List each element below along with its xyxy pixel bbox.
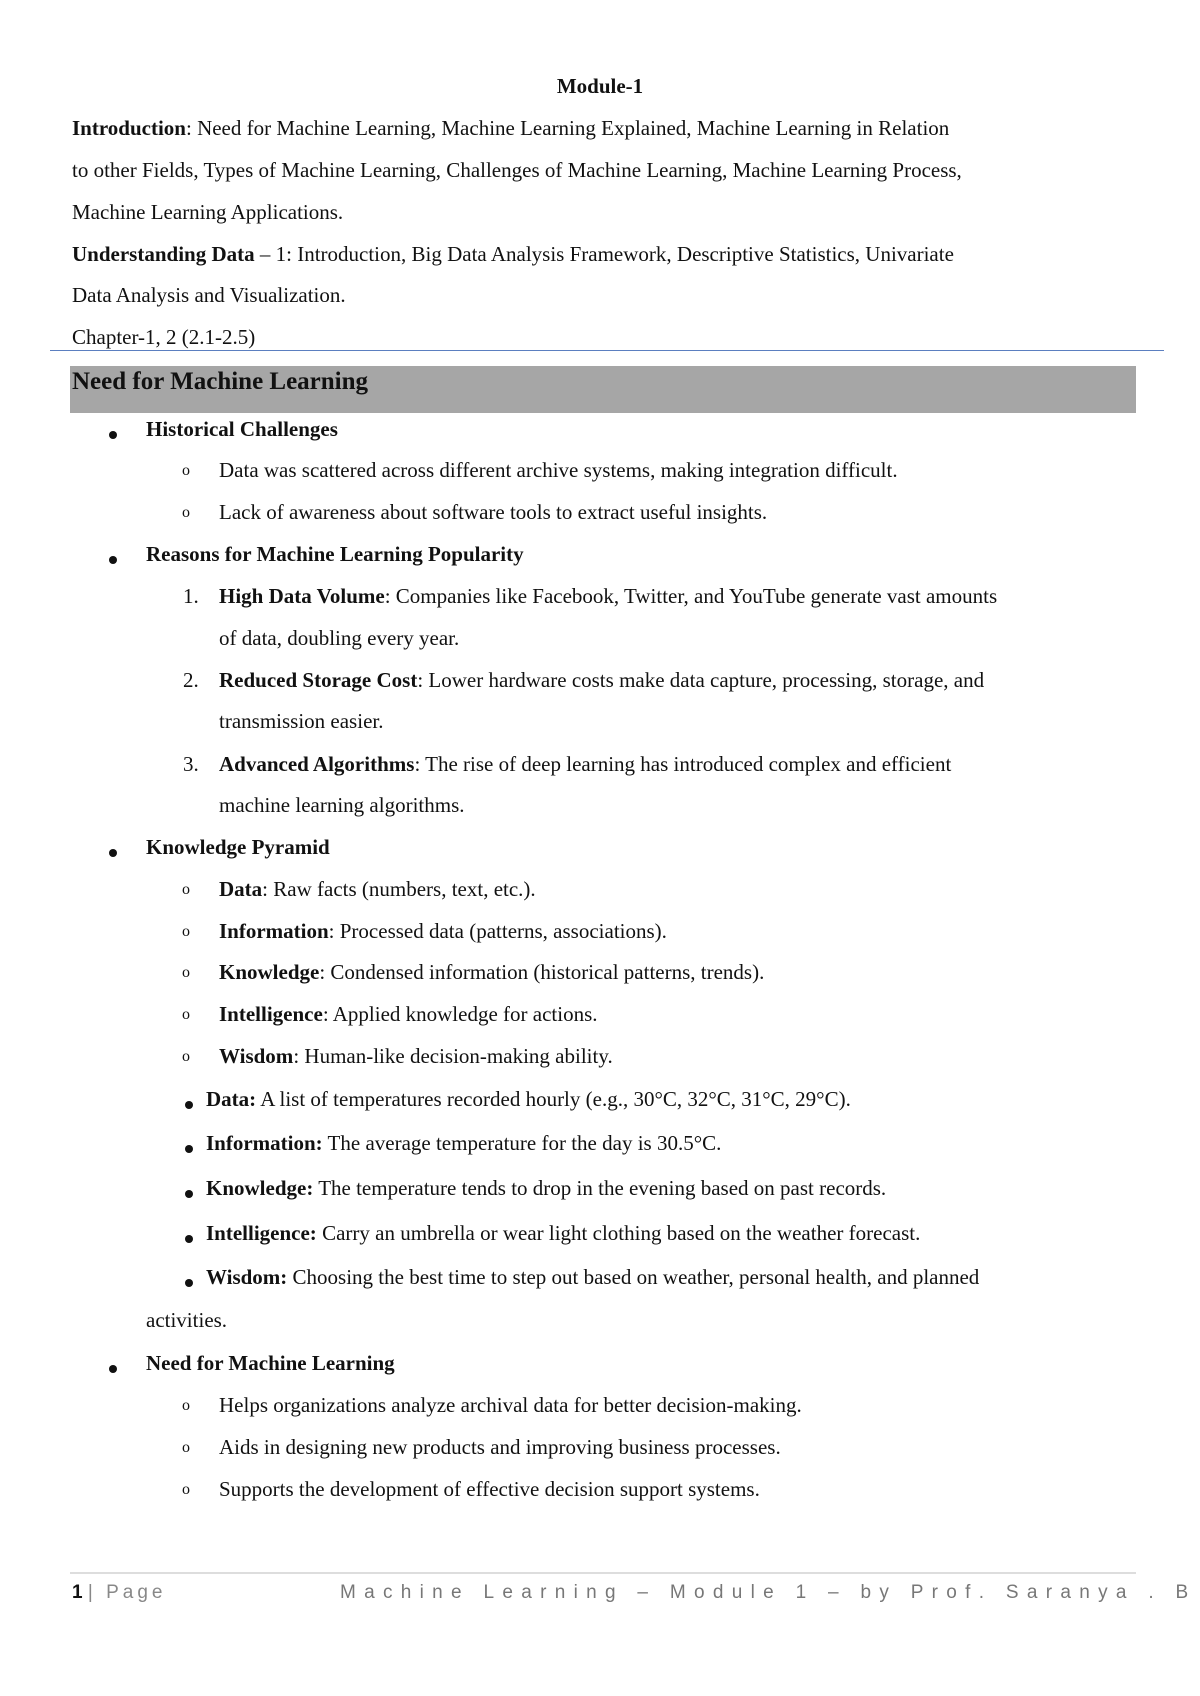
list-item-continuation: machine learning algorithms. bbox=[219, 793, 465, 817]
circle-bullet-icon: o bbox=[182, 964, 190, 981]
footer-page-number: 1 | Page bbox=[72, 1582, 167, 1603]
bullet-icon bbox=[185, 1279, 193, 1287]
example-item-continuation: activities. bbox=[146, 1308, 228, 1332]
circle-bullet-icon: o bbox=[182, 1006, 190, 1023]
bullet-icon bbox=[185, 1101, 193, 1109]
circle-bullet-icon: o bbox=[182, 1048, 190, 1065]
list-item: Reduced Storage Cost: Lower hardware costs make data capture, processing, storage, and bbox=[219, 668, 985, 692]
page-title: Module-1 bbox=[556, 74, 644, 98]
example-item: Intelligence: Carry an umbrella or wear light clothing based on the weather forecast. bbox=[206, 1221, 921, 1245]
example-item: Data: A list of temperatures recorded hourly (e.g., 30°C, 32°C, 31°C, 29°C). bbox=[206, 1087, 851, 1111]
circle-bullet-icon: o bbox=[182, 881, 190, 898]
intro-label: Introduction bbox=[72, 116, 186, 140]
footer-title: Machine Learning – Module 1 – by Prof. Saranya . B bbox=[340, 1582, 1197, 1603]
list-item: Wisdom: Human-like decision-making ability. bbox=[219, 1044, 613, 1068]
circle-bullet-icon: o bbox=[182, 923, 190, 940]
need-label: Need for Machine Learning bbox=[146, 1351, 395, 1375]
list-item: Data was scattered across different archive systems, making integration difficult. bbox=[219, 458, 898, 482]
list-item: Data: Raw facts (numbers, text, etc.). bbox=[219, 877, 536, 901]
historical-challenges-label: Historical Challenges bbox=[146, 417, 338, 441]
example-item: Information: The average temperature for the day is 30.5°C. bbox=[206, 1131, 722, 1155]
circle-bullet-icon: o bbox=[182, 1481, 190, 1498]
circle-bullet-icon: o bbox=[182, 1397, 190, 1414]
list-item: High Data Volume: Companies like Facebook, Twitter, and YouTube generate vast amounts bbox=[219, 584, 998, 608]
intro-line-2: to other Fields, Types of Machine Learning, Challenges of Machine Learning, Machine Learning Process, bbox=[72, 158, 962, 182]
list-item: Aids in designing new products and improving business processes. bbox=[219, 1435, 781, 1459]
circle-bullet-icon: o bbox=[182, 462, 190, 479]
list-item: Intelligence: Applied knowledge for actions. bbox=[219, 1002, 598, 1026]
bullet-icon bbox=[185, 1235, 193, 1243]
example-item: Wisdom: Choosing the best time to step out based on weather, personal health, and planned bbox=[206, 1265, 980, 1289]
chapter-reference: Chapter-1, 2 (2.1-2.5) bbox=[72, 325, 256, 349]
list-item-continuation: transmission easier. bbox=[219, 709, 384, 733]
list-item: Information: Processed data (patterns, associations). bbox=[219, 919, 667, 943]
knowledge-pyramid-label: Knowledge Pyramid bbox=[146, 835, 330, 859]
bullet-icon bbox=[109, 556, 117, 564]
footer-divider bbox=[70, 1572, 1136, 1574]
circle-bullet-icon: o bbox=[182, 504, 190, 521]
section-heading: Need for Machine Learning bbox=[72, 368, 369, 395]
list-item: Advanced Algorithms: The rise of deep learning has introduced complex and efficient bbox=[219, 752, 952, 776]
list-item: Helps organizations analyze archival data for better decision-making. bbox=[219, 1393, 802, 1417]
bullet-icon bbox=[109, 431, 117, 439]
list-number: 1. bbox=[183, 584, 199, 608]
bullet-icon bbox=[185, 1190, 193, 1198]
list-item: Knowledge: Condensed information (historical patterns, trends). bbox=[219, 960, 765, 984]
list-item: Lack of awareness about software tools to extract useful insights. bbox=[219, 500, 768, 524]
header-divider bbox=[50, 350, 1164, 351]
list-number: 2. bbox=[183, 668, 199, 692]
list-number: 3. bbox=[183, 752, 199, 776]
list-item-continuation: of data, doubling every year. bbox=[219, 626, 460, 650]
reasons-label: Reasons for Machine Learning Popularity bbox=[146, 542, 524, 566]
understanding-line-2: Data Analysis and Visualization. bbox=[72, 283, 346, 307]
example-item: Knowledge: The temperature tends to drop in the evening based on past records. bbox=[206, 1176, 887, 1200]
list-item: Supports the development of effective decision support systems. bbox=[219, 1477, 760, 1501]
bullet-icon bbox=[109, 849, 117, 857]
understanding-line-1: Understanding Data – 1: Introduction, Big Data Analysis Framework, Descriptive Statistics, Univariate bbox=[72, 242, 954, 266]
intro-line-1: Introduction: Need for Machine Learning, Machine Learning Explained, Machine Learning in Relation bbox=[72, 116, 950, 140]
bullet-icon bbox=[109, 1365, 117, 1373]
circle-bullet-icon: o bbox=[182, 1439, 190, 1456]
bullet-icon bbox=[185, 1145, 193, 1153]
understanding-label: Understanding Data bbox=[72, 242, 255, 266]
intro-line-3: Machine Learning Applications. bbox=[72, 200, 344, 224]
